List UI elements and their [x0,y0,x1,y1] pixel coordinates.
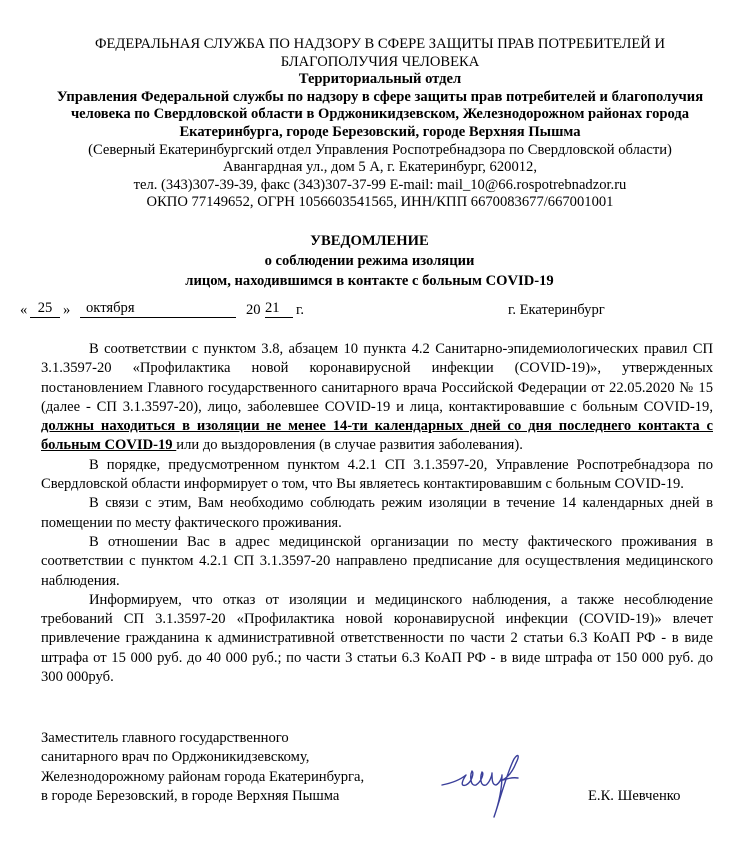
city: г. Екатеринбург [508,302,605,318]
paragraph-liability: Информируем, что отказ от изоляции и медицинского наблюдения, а также несоблюдение требований СП 3.1.3597-20 «Профилактика новой коронавирусной инфекции (COVID-19)» влечет привлечение гражданина к административной ответственности по части 2 статьи 6.3 КоАП РФ - в виде штрафа от 15 000 руб. до 40 000 руб.; по части 3 статьи 6.3 КоАП РФ - в виде штрафа от 150 000 руб. до 300 000руб. [41,591,713,686]
title-main: УВЕДОМЛЕНИЕ [310,233,429,249]
paragraph-contact-status: В порядке, предусмотренном пунктом 4.2.1 СП 3.1.3597-20, Управление Роспотребнадзора по Свердловской области информирует о том, что Вы являетесь контактировавшим с больным COVID-19. [41,456,713,493]
date-day: 25 [30,300,60,318]
paragraph-isolation-period: В связи с этим, Вам необходимо соблюдать режим изоляции в течение 14 календарных дней в помещении по месту фактического проживания. [41,495,713,531]
position-line: санитарного врач по Орджоникидзевскому, [41,749,310,766]
address: Авангардная ул., дом 5 А, г. Екатеринбург, 620012, [223,159,537,176]
notice-body [41,340,713,687]
agency-name-line2: БЛАГОПОЛУЧИЯ ЧЕЛОВЕКА [280,53,480,70]
date-month: октября [80,300,236,318]
dept-name-line1: Управления Федеральной службы по надзору в сфере защиты прав потребителей и благополучия [56,88,704,105]
date-line [20,300,720,320]
paragraph-legal-basis [41,340,713,456]
contacts: тел. (343)307-39-39, факс (343)307-37-99 E-mail: mail_10@66.rospotrebnadzor.ru [133,176,627,193]
open-quote: « [20,302,28,318]
signer-name: Е.К. Шевченко [588,788,681,804]
letterhead [30,36,730,212]
position-line: Железнодорожному районам города Екатеринбурга, [41,768,365,785]
date-year: 21 [265,300,293,318]
signatory-position [41,729,364,806]
registration-codes: ОКПО 77149652, ОГРН 1056603541565, ИНН/КПП 6670083677/667001001 [146,194,614,211]
date-year-suffix: г. [296,302,304,318]
dept-name-line3: Екатеринбурга, городе Березовский, городе Верхняя Пышма [179,123,581,140]
dept-name-line2: человека по Свердловской области в Орджоникидзевском, Железнодорожном районах города [70,106,690,123]
date-century: 20 [246,302,261,318]
title-sub1: о соблюдении режима изоляции [264,253,475,269]
paragraph-text: В соответствии с пунктом 3.8, абзацем 10 пункта 4.2 Санитарно-эпидемиологических правил СП 3.1.3597-20 «Профилактика новой коронавирусной инфекции (COVID-19)», утвержденных постановлением Главного государственного санитарного врача Российской Федерации от 22.05.2020 № 15 (далее - СП 3.1.3597-20), лицо, заболевшее COVID-19 и лица, контактировавшие с больным COVID-19, [41,341,713,415]
isolation-requirement-emphasis: должны находиться в изоляции не менее 14-ти календарных дней со дня последнего контакта с больным COVID-19 [41,418,713,454]
paragraph-text-end: или до выздоровления (в случае развития заболевания). [176,437,523,454]
agency-name-line1: ФЕДЕРАЛЬНАЯ СЛУЖБА ПО НАДЗОРУ В СФЕРЕ ЗАЩИТЫ ПРАВ ПОТРЕБИТЕЛЕЙ И [94,36,666,52]
position-line: Заместитель главного государственного [41,730,289,746]
document-title [0,231,739,291]
paragraph-medical-observation: В отношении Вас в адрес медицинской организации по месту фактического проживания в соответствии с пунктом 4.2.1 СП 3.1.3597-20 направлено предписание для осуществления медицинского наблюдения. [41,533,713,589]
sub-department: (Северный Екатеринбургский отдел Управления Роспотребнадзора по Свердловской области) [88,141,672,158]
handwritten-signature [440,745,540,825]
position-line: в городе Березовский, в городе Верхняя Пышма [41,787,340,804]
title-sub2: лицом, находившимся в контакте с больным COVID-19 [185,273,554,289]
dept-title: Территориальный отдел [298,71,462,88]
close-quote: » [63,302,71,318]
